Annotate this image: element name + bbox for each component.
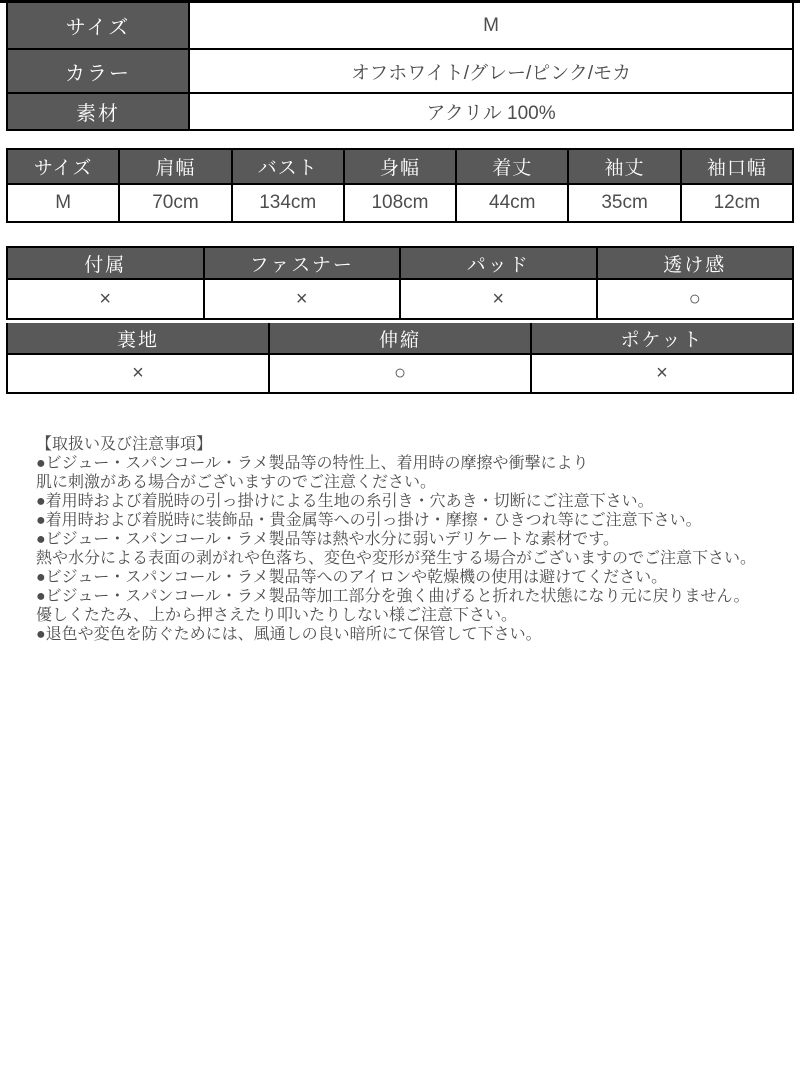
meas-value-shoulder: 70cm: [119, 184, 231, 222]
meas-header-length: 着丈: [456, 149, 568, 184]
meas-header-shoulder: 肩幅: [119, 149, 231, 184]
feat-value-pad: ×: [400, 279, 597, 319]
features-table-a: [6, 246, 794, 320]
care-note-line: ●着用時および着脱時に装飾品・貴金属等への引っ掛け・摩擦・ひきつれ等にご注意下さい。: [36, 512, 702, 529]
meas-value-bust: 134cm: [232, 184, 344, 222]
feat-header-accessories: 付属: [7, 247, 204, 279]
meas-header-body-width: 身幅: [344, 149, 456, 184]
feat-header-lining: 裏地: [7, 323, 269, 354]
meas-value-length: 44cm: [456, 184, 568, 222]
features-a-value-row: [7, 279, 793, 319]
table-row: [7, 49, 793, 93]
care-note-line: ●ビジュー・スパンコール・ラメ製品等は熱や水分に弱いデリケートな素材です。: [36, 531, 619, 548]
feat-value-accessories: ×: [7, 279, 204, 319]
feat-header-stretch: 伸縮: [269, 323, 531, 354]
meas-header-sleeve: 袖丈: [568, 149, 680, 184]
care-note-line: ●退色や変色を防ぐためには、風通しの良い暗所にて保管して下さい。: [36, 626, 542, 643]
meas-value-cuff: 12cm: [681, 184, 793, 222]
feat-header-pocket: ポケット: [531, 323, 793, 354]
feat-value-stretch: ○: [269, 354, 531, 393]
care-note-line: 優しくたたみ、上から押さえたり叩いたりしない様ご注意下さい。: [36, 607, 517, 624]
feat-value-sheerness: ○: [597, 279, 794, 319]
care-note-line: ●着用時および着脱時の引っ掛けによる生地の糸引き・穴あき・切断にご注意下さい。: [36, 493, 654, 510]
care-notes-section: [36, 435, 790, 644]
feat-header-pad: パッド: [400, 247, 597, 279]
feat-header-sheerness: 透け感: [597, 247, 794, 279]
measurements-header-row: [7, 149, 793, 184]
feat-header-zipper: ファスナー: [204, 247, 401, 279]
care-note-line: 熱や水分による表面の剥がれや色落ち、変色や変形が発生する場合がございますのでご注意下さい。: [36, 550, 757, 567]
care-note-line: ●ビジュー・スパンコール・ラメ製品等の特性上、着用時の摩擦や衝撃により: [36, 455, 589, 472]
meas-value-size: M: [7, 184, 119, 222]
meas-header-size: サイズ: [7, 149, 119, 184]
measurements-table: [6, 148, 794, 223]
care-note-line: ●ビジュー・スパンコール・ラメ製品等加工部分を強く曲げると折れた状態になり元に戻りません。: [36, 588, 750, 605]
table-row: [7, 3, 793, 49]
meas-header-bust: バスト: [232, 149, 344, 184]
care-note-line: ●ビジュー・スパンコール・ラメ製品等へのアイロンや乾燥機の使用は避けてください。: [36, 569, 668, 586]
feat-value-lining: ×: [7, 354, 269, 393]
features-b-value-row: [7, 354, 793, 393]
spec-value-material: アクリル 100%: [189, 93, 793, 130]
features-b-header-row: [7, 323, 793, 354]
meas-header-cuff: 袖口幅: [681, 149, 793, 184]
feat-value-zipper: ×: [204, 279, 401, 319]
spec-label-material: 素材: [7, 93, 189, 130]
feat-value-pocket: ×: [531, 354, 793, 393]
spec-label-size: サイズ: [7, 3, 189, 49]
care-notes-title: 【取扱い及び注意事項】: [36, 436, 213, 453]
meas-value-body-width: 108cm: [344, 184, 456, 222]
spec-label-color: カラー: [7, 49, 189, 93]
measurements-value-row: [7, 184, 793, 222]
table-row: [7, 93, 793, 130]
spec-value-color: オフホワイト/グレー/ピンク/モカ: [189, 49, 793, 93]
spec-value-size: M: [189, 3, 793, 49]
features-table-b: [6, 323, 794, 394]
meas-value-sleeve: 35cm: [568, 184, 680, 222]
spec-table: [6, 3, 794, 131]
care-note-line: 肌に刺激がある場合がございますのでご注意ください。: [36, 474, 437, 491]
features-a-header-row: [7, 247, 793, 279]
